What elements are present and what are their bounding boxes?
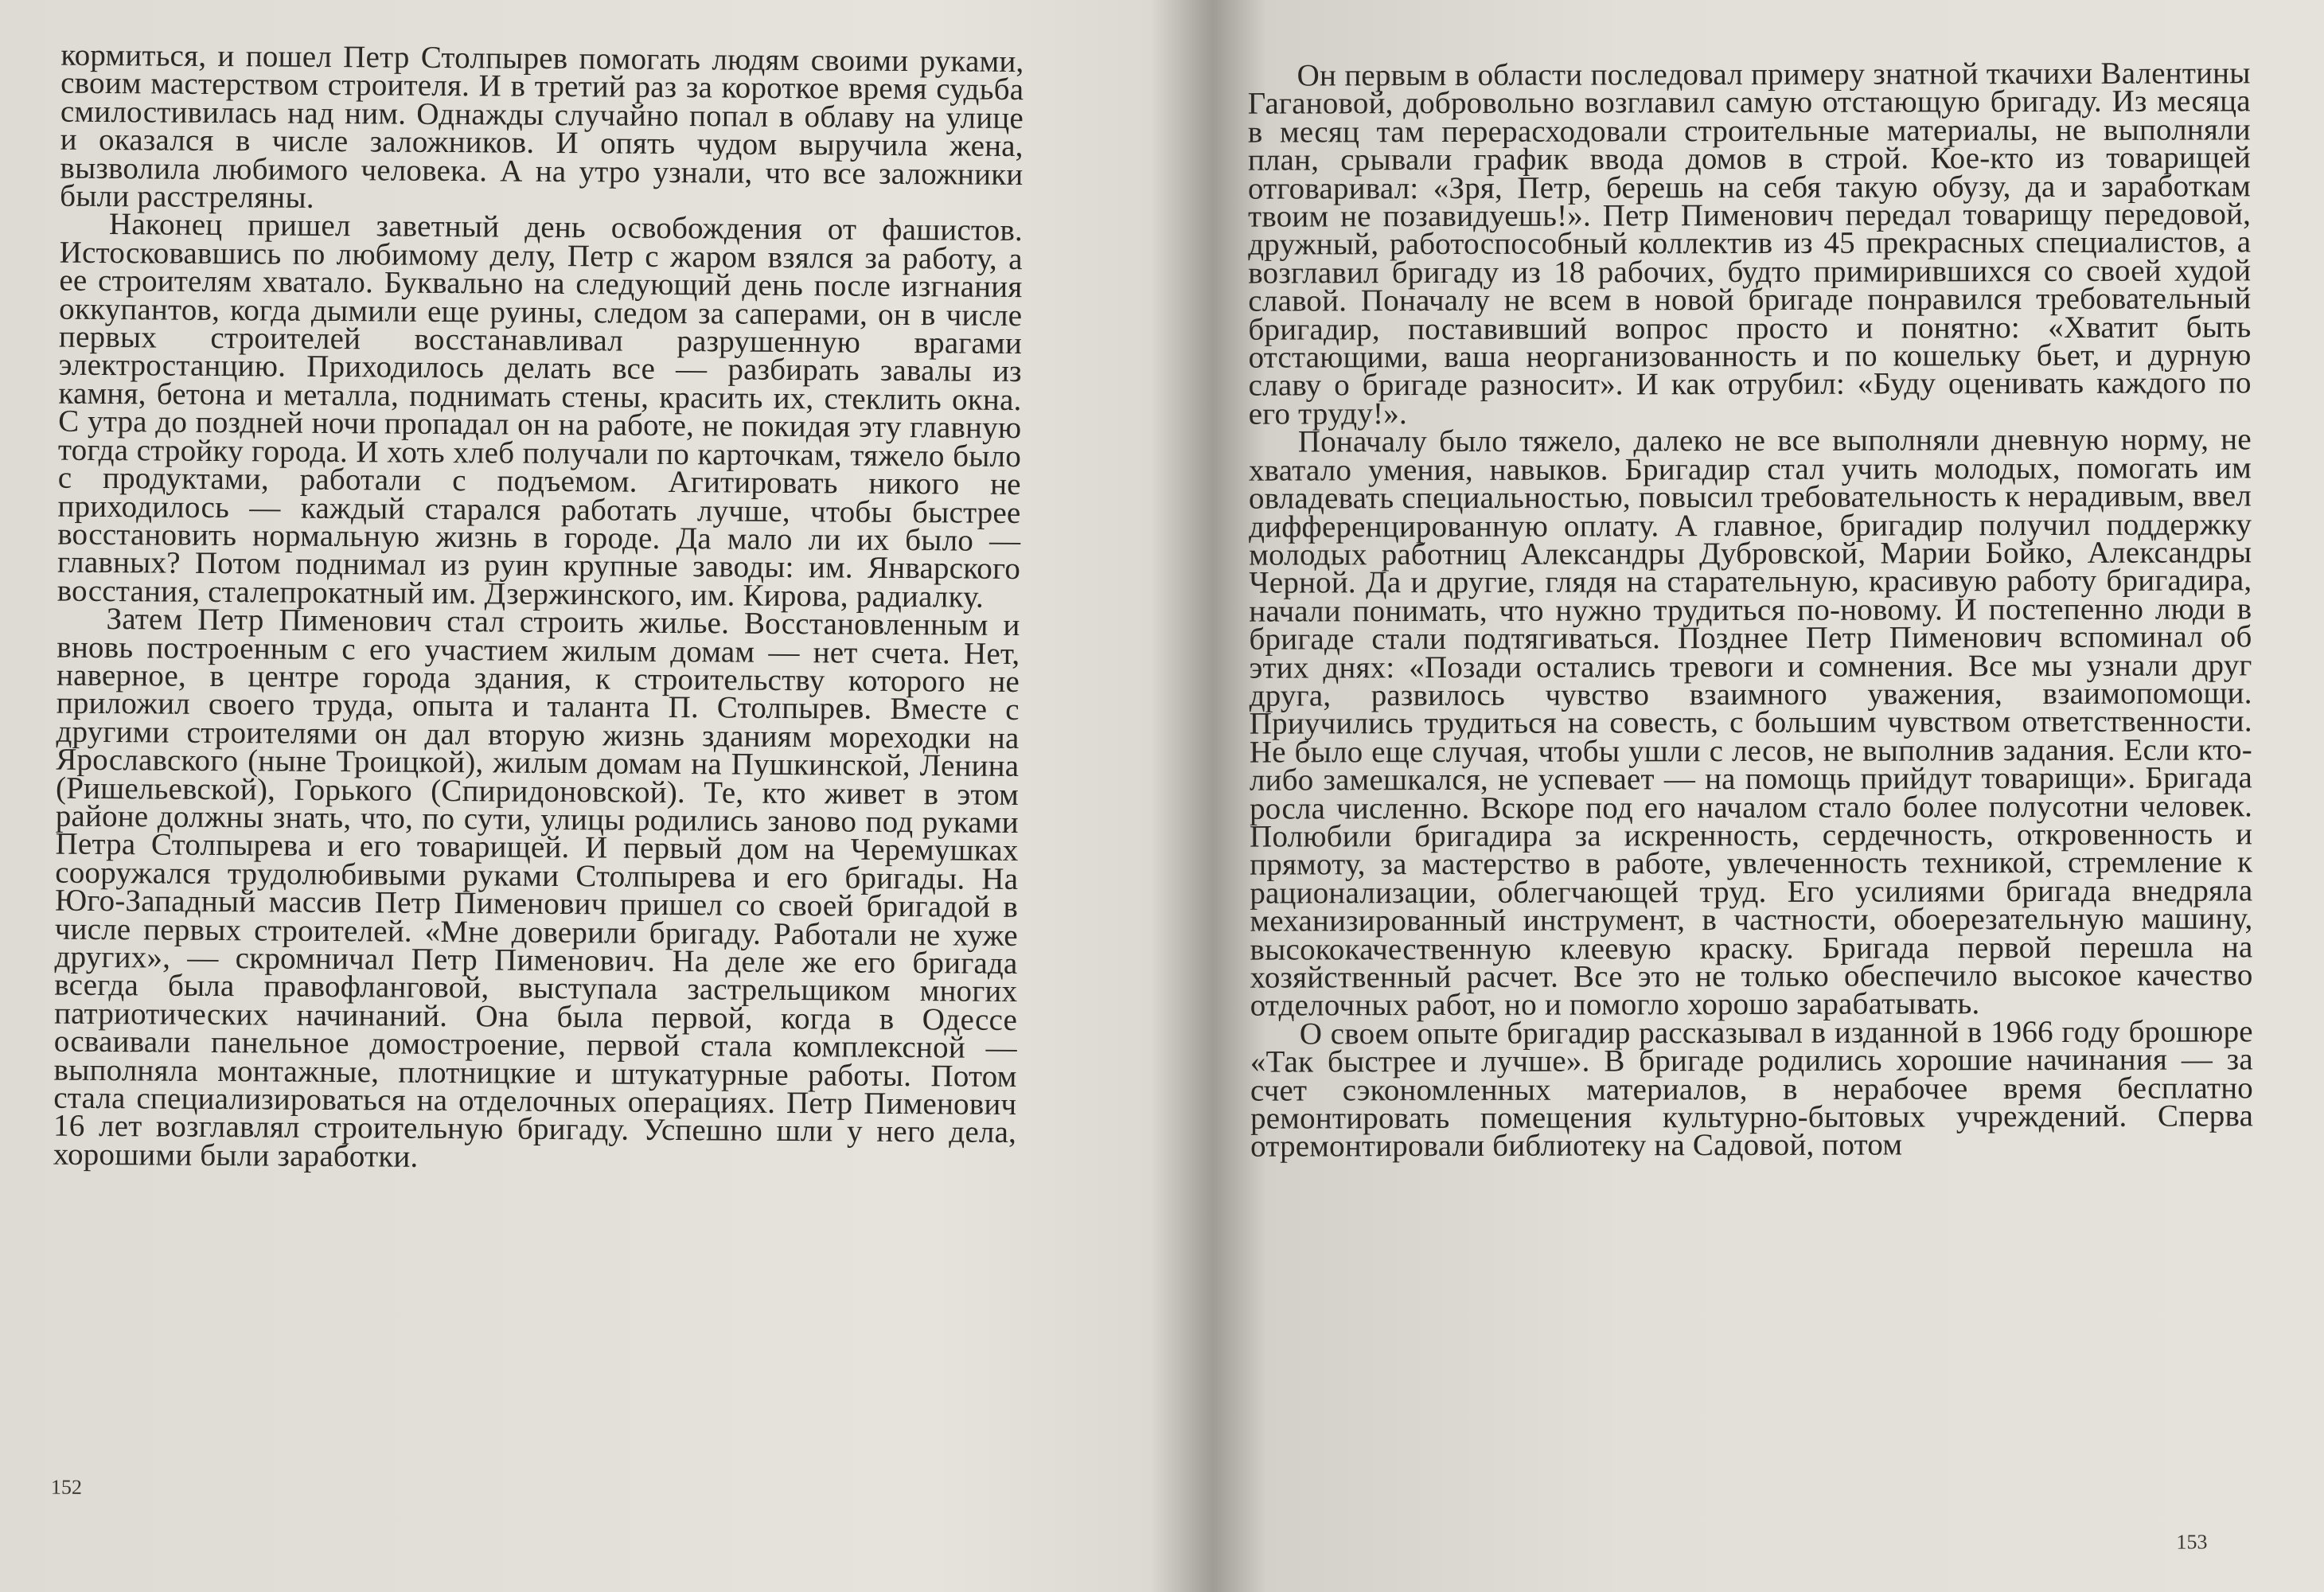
- right-page-text: [1247, 56, 2254, 1165]
- page-number: 152: [50, 1475, 83, 1499]
- paragraph: О своем опыте бригадир рассказывал в изданной в 1966 году брошюре «Так быстрее и лучше». В бригаде родились хорошие начинания — за счет сэкономленных материалов, в нерабочее время бесплатно ремонтировать помещения культурно-бытовых учреждений. Сперва отремонтировали библиотеку на Садовой, потом: [1250, 1014, 2254, 1165]
- paragraph: Затем Петр Пименович стал строить жилье. Восстановленным и вновь построенным с его участием жилым домам — нет счета. Нет, наверное, в центре города здания, к строительству которого не приложил своего труда, опыта и таланта П. Столпырев. Вместе с другими строителями он дал вторую жизнь зданиям мореходки на Ярославского (ныне Троицкой), жилым домам на Пушкинской, Ленина (Ришельевской), Горького (Спиридоновской). Те, кто живет в этом районе должны знать, что, по сути, улицы родились заново под руками Петра Столпырева и его товарищей. И первый дом на Черемушках сооружался трудолюбивыми руками Столпырева и его бригады. На Юго-Западный массив Петр Пименович пришел со своей бригадой в числе первых строителей. «Мне доверили бригаду. Работали не хуже других», — скромничал Петр Пименович. На деле же его бригада всегда была правофланговой, выступала застрельщиком многих патриотических начинаний. Она была первой, когда в Одессе осваивали панельное домостроение, первой стала комплексной — выполняла монтажные, плотницкие и штукатурные работы. Потом стала специализироваться на отделочных операциях. Петр Пименович 16 лет возглавлял строительную бригаду. Успешно шли у него дела, хорошими были заработки.: [53, 602, 1020, 1174]
- left-page: [0, 0, 1120, 1592]
- paragraph: кормиться, и пошел Петр Столпырев помогать людям своими руками, своим мастерством строителя. И в третий раз за короткое время судьба смилостивилась над ним. Однажды случайно попал в облаву на улице и оказался в числе заложников. И опять чудом выручила жена, вызволила любимого человека. А на утро узнали, что все заложники были расстреляны.: [60, 37, 1024, 215]
- paragraph: Он первым в области последовал примеру знатной ткачихи Валентины Гагановой, добровольно возглавил самую отстающую бригаду. Из месяца в месяц там перерасходовали строительные материалы, не выполняли план, срывали график ввода домов в строй. Кое-кто из товарищей отговаривал: «Зря, Петр, берешь на себя такую обузу, да и заработкам твоим не позавидуешь!». Петр Пименович передал товарищу передовой, дружный, работоспособный коллектив из 45 прекрасных специалистов, а возглавил бригаду из 18 рабочих, будто примирившихся со своей худой славой. Поначалу не всем в новой бригаде понравился требовательный бригадир, поставивший вопрос просто и понятно: «Хватит быть отстающими, ваша неорганизованность и по кошельку бьет, и дурную славу о бригаде разносит». И как отрубил: «Буду оценивать каждого по его труду!».: [1247, 56, 2252, 431]
- right-page: [1168, 0, 2324, 1592]
- paragraph: Наконец пришел заветный день освобождения от фашистов. Истосковавшись по любимому делу, Петр с жаром взялся за работу, а ее строителям хватало. Буквально на следующий день после изгнания оккупантов, когда дымили еще руины, следом за саперами, он в числе первых строителей восстанавливал разрушенную врагами электростанцию. Приходилось делать все — разбирать завалы из камня, бетона и металла, поднимать стены, красить их, стеклить окна. С утра до поздней ночи пропадал он на работе, не покидая эту главную тогда стройку города. И хоть хлеб получали по карточкам, тяжело было с продуктами, работали с подъемом. Агитировать никого не приходилось — каждый старался работать лучше, чтобы быстрее восстановить нормальную жизнь в городе. Да мало ли их было — главных? Потом поднимал из руин крупные заводы: им. Январского восстания, сталепрокатный им. Дзержинского, им. Кирова, радиалку.: [57, 207, 1024, 615]
- left-page-text: [53, 37, 1024, 1176]
- paragraph: Поначалу было тяжело, далеко не все выполняли дневную норму, не хватало умения, навыков. Бригадир стал учить молодых, помогать им овладевать специальностью, повысил требовательность к нерадивым, ввел дифференцированную оплату. А главное, бригадир получил поддержку молодых работниц Александры Дубровской, Марии Бойко, Александры Черной. Да и другие, глядя на старательную, красивую работу бригадира, начали понимать, что нужно трудиться по-новому. И постепенно люди в бригаде стали подтягиваться. Позднее Петр Пименович вспоминал об этих днях: «Позади остались тревоги и сомнения. Все мы узнали друг друга, развилось чувство взаимного уважения, взаимопомощи. Приучились трудиться на совесть, с большим чувством ответственности. Не было еще случая, чтобы ушли с лесов, не выполнив задания. Если кто-либо замешкался, не успевает — на помощь прийдут товарищи». Бригада росла численно. Вскоре под его началом стало более полусотни человек. Полюбили бригадира за искренность, сердечность, откровенность и прямоту, за мастерство в работе, увлеченность техникой, стремление к рационализации, облегчающей труд. Его усилиями бригада внедряла механизированный инструмент, в частности, обоерезательную машину, высококачественную клеевую краску. Бригада первой перешла на хозяйственный расчет. Все это не только обеспечило высокое качество отделочных работ, но и помогло хорошо зарабатывать.: [1248, 422, 2253, 1024]
- page-number: 153: [2176, 1530, 2208, 1554]
